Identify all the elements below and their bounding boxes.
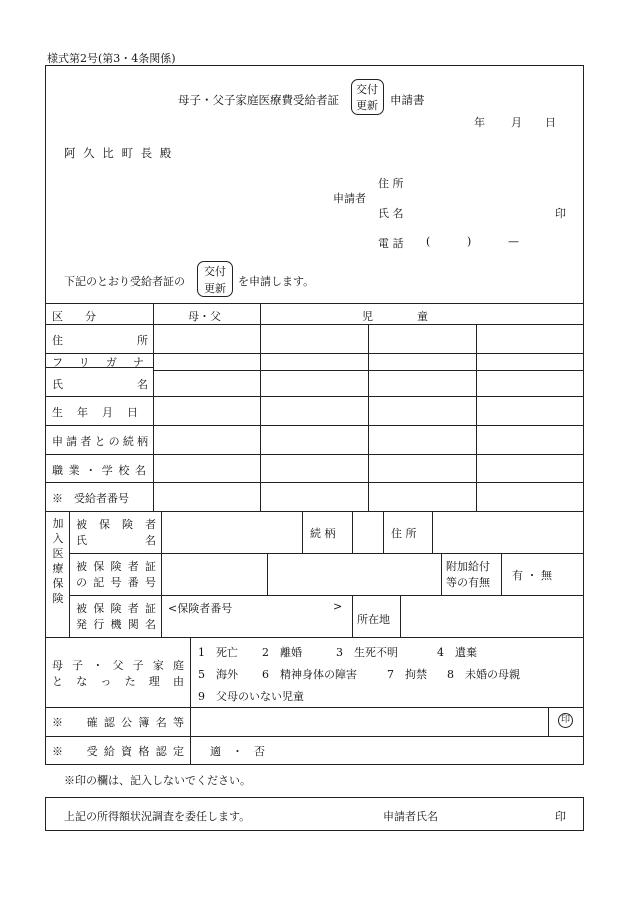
insurer-number-close: > — [333, 600, 343, 613]
extra-benefit-label-1: 附加給付 — [446, 560, 490, 573]
request-choice-issue: 交付 — [204, 265, 226, 278]
date-month-label: 月 — [511, 116, 522, 129]
reason-label-1: 母子・父子家庭 — [52, 659, 184, 672]
insurance-side-label: 加 入 医 療 保 険 — [52, 517, 64, 605]
insured-address-label: 住 所 — [391, 527, 417, 540]
eligibility-choice[interactable]: 適 ・ 否 — [210, 745, 265, 758]
issuer-label-2: 発行機関名 — [76, 618, 156, 631]
phone-dash: — — [508, 235, 519, 248]
request-text-suffix: を申請します。 — [238, 275, 315, 288]
reason-option[interactable]: 7 拘禁 — [387, 668, 427, 681]
note-text: ※印の欄は、記入しないでください。 — [64, 774, 251, 787]
consent-text: 上記の所得額状況調査を委任します。 — [64, 810, 251, 823]
row-job-label: 職業・学校名 — [52, 464, 148, 477]
row-relation-label: 申請者との続柄 — [52, 435, 148, 448]
row-furigana-label: フリガナ — [52, 356, 148, 369]
reason-option[interactable]: 5 海外 — [198, 668, 238, 681]
reason-option[interactable]: 9 父母のいない児童 — [198, 690, 304, 703]
reason-option[interactable]: 2 離婚 — [262, 646, 302, 659]
insured-relation-label: 続 柄 — [310, 527, 336, 540]
applicant-label: 申請者 — [333, 192, 366, 205]
insured-name-label-1: 被 保 険 者 — [76, 518, 156, 531]
reason-option[interactable]: 1 死亡 — [198, 646, 238, 659]
reason-option[interactable]: 4 遺棄 — [437, 646, 477, 659]
reason-label-2: となった理由 — [52, 675, 184, 688]
row-name-label: 氏 名 — [52, 378, 148, 391]
row-recipient-label: ※ 受給者番号 — [52, 492, 129, 505]
consent-seal: 印 — [555, 810, 566, 823]
applicant-name-label: 氏 名 — [378, 207, 404, 220]
phone-open-paren: ( — [426, 235, 431, 248]
reason-option[interactable]: 3 生死不明 — [336, 646, 398, 659]
title-choice-issue: 交付 — [356, 83, 378, 96]
phone-label: 電 話 — [378, 237, 404, 250]
applicant-seal: 印 — [555, 207, 566, 220]
insurer-number-open: <保険者番号 — [168, 602, 233, 615]
reason-option[interactable]: 6 精神身体の障害 — [262, 668, 357, 681]
child-header: 児 童 — [362, 310, 428, 323]
form-number: 様式第2号(第3・4条関係) — [47, 52, 176, 65]
request-text-prefix: 下記のとおり受給者証の — [64, 275, 185, 288]
request-choice-renew: 更新 — [204, 282, 226, 295]
form-title: 母子・父子家庭医療費受給者証 — [178, 93, 339, 107]
applicant-address-label: 住 所 — [378, 177, 404, 190]
card-number-label-1: 被保険者証 — [76, 560, 156, 573]
parent-header: 母・父 — [188, 310, 221, 323]
addressee: 阿 久 比 町 長 殿 — [64, 146, 174, 160]
row-birth-label: 生年月日 — [52, 406, 148, 419]
date-day-label: 日 — [545, 116, 556, 129]
form-title-suffix: 申請書 — [390, 93, 425, 107]
extra-benefit-choice[interactable]: 有 ・ 無 — [512, 569, 552, 582]
confirm-seal-icon: 印 — [558, 713, 573, 728]
extra-benefit-label-2: 等の有無 — [446, 576, 490, 589]
title-choice-renew: 更新 — [356, 99, 378, 112]
confirm-registry-label: ※ 確認公簿名等 — [52, 716, 184, 729]
issuer-label-1: 被保険者証 — [76, 602, 156, 615]
insured-name-label-2: 氏 名 — [76, 534, 156, 547]
location-label: 所在地 — [357, 613, 390, 626]
row-address-label: 住 所 — [52, 334, 148, 347]
phone-close-paren: ) — [467, 235, 472, 248]
eligibility-label: ※ 受給資格認定 — [52, 745, 184, 758]
category-header: 区 分 — [52, 310, 96, 323]
date-year-label: 年 — [474, 116, 485, 129]
reason-option[interactable]: 8 未婚の母親 — [447, 668, 520, 681]
consent-applicant-label: 申請者氏名 — [383, 810, 438, 823]
card-number-label-2: の記号番号 — [76, 576, 156, 589]
